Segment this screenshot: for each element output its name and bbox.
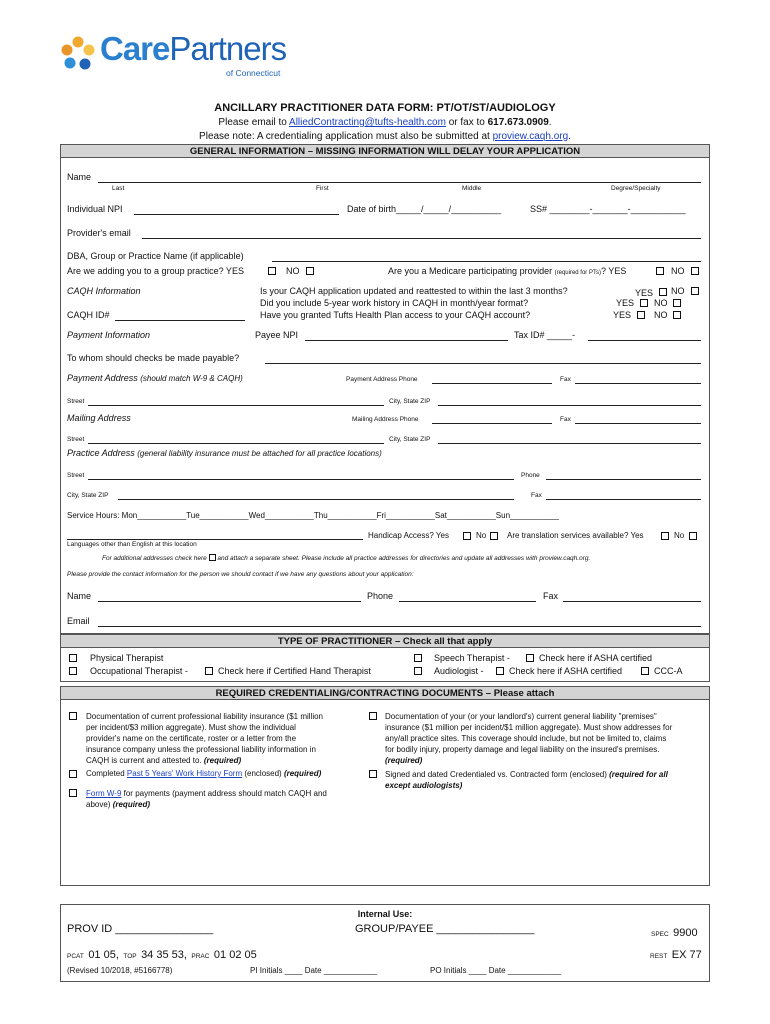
form-title: ANCILLARY PRACTITIONER DATA FORM: PT/OT/ST/AUDIOLOGY	[214, 102, 556, 114]
doc-w9-checkbox[interactable]	[69, 789, 77, 797]
doc-credentialed-contracted: Signed and dated Credentialed vs. Contracted form (enclosed) (required for all except audiologists)	[385, 770, 668, 790]
rest-code: REST EX 77	[650, 949, 702, 961]
speech-asha-checkbox[interactable]	[526, 654, 534, 662]
payment-address-label: Payment Address (should match W-9 & CAQH)	[67, 373, 243, 383]
payment-phone-field[interactable]	[432, 383, 552, 384]
contact-note: Please provide the contact information for the person we should contact if we have any questions about your application:	[67, 571, 414, 578]
group-payee: GROUP/PAYEE ________________	[355, 923, 535, 935]
npi-field[interactable]	[134, 214, 339, 215]
doc-work-history: Completed Past 5 Years' Work History Form (enclosed) (required)	[86, 769, 322, 778]
languages-label: Languages other than English at this location	[67, 541, 197, 548]
credentialing-note: Please note: A credentialing application must also be submitted at proview.caqh.org.	[199, 131, 571, 142]
practice-phone-field[interactable]	[546, 479, 701, 480]
contact-email-field[interactable]	[98, 626, 701, 627]
npi-label: Individual NPI	[67, 204, 123, 214]
translation-no-checkbox[interactable]	[689, 532, 697, 540]
internal-use-title: Internal Use:	[357, 909, 413, 919]
practice-fax-label: Fax	[531, 492, 542, 499]
speech-asha-label: Check here if ASHA certified	[539, 653, 653, 663]
name-last-label: Last	[112, 185, 125, 192]
practice-phone-label: Phone	[521, 472, 540, 479]
doc-professional-liability: Documentation of current professional liability insurance ($1 million per incident/$3 million aggregate). Must show the individual provider's name on the certificate, roster or a letter from the insurance company unless the professional liability information in CAQH is current and attested to. (required)	[86, 712, 324, 765]
practice-street-label: Street	[67, 472, 85, 479]
logo	[58, 30, 318, 82]
medicare-question: Are you a Medicare participating provider (required for PTs)? YES	[388, 266, 627, 276]
additional-addresses-checkbox[interactable]	[209, 554, 216, 561]
hand-therapist-label: Check here if Certified Hand Therapist	[218, 666, 371, 676]
po-initials[interactable]: PO Initials ____ Date ____________	[430, 966, 562, 975]
logo-partners: Partners	[169, 30, 287, 67]
audiologist-checkbox[interactable]	[414, 667, 422, 675]
payment-fax-label: Fax	[560, 376, 571, 383]
audiologist-asha-checkbox[interactable]	[496, 667, 504, 675]
provider-email-label: Provider's email	[67, 228, 131, 238]
practice-street-field[interactable]	[88, 479, 514, 480]
practitioner-bar: TYPE OF PRACTITIONER – Check all that apply	[60, 634, 710, 648]
physical-therapist-checkbox[interactable]	[69, 654, 77, 662]
translation-no-label: No	[674, 531, 685, 540]
ccca-label: CCC-A	[654, 666, 683, 676]
name-middle-label: Middle	[462, 185, 482, 192]
medicare-no-label: NO	[671, 266, 685, 276]
hand-therapist-checkbox[interactable]	[205, 667, 213, 675]
handicap-no-label: No	[476, 531, 487, 540]
prov-id: PROV ID ________________	[67, 923, 214, 935]
email-instruction: Please email to AlliedContracting@tufts-health.com or fax to 617.673.0909.	[218, 117, 552, 128]
caqh-id-field[interactable]	[115, 320, 245, 321]
contact-phone-field[interactable]	[399, 601, 536, 602]
payment-fax-field[interactable]	[575, 383, 701, 384]
payment-city-field[interactable]	[438, 405, 701, 406]
mailing-phone-field[interactable]	[432, 423, 552, 424]
practice-city-field[interactable]	[118, 499, 514, 500]
payee-npi-label: Payee NPI	[255, 330, 299, 340]
contact-email-label: Email	[67, 616, 90, 626]
occupational-therapist-checkbox[interactable]	[69, 667, 77, 675]
caqh-question-1: Is your CAQH application updated and reattested to within the last 3 months?	[260, 286, 568, 296]
caqh-q3-yes-label: YES	[613, 310, 632, 320]
name-label: Name	[67, 172, 92, 182]
caqh-q1-yes-label: YES	[635, 288, 654, 298]
payment-city-label: City, State ZIP	[389, 398, 431, 405]
caqh-q1-yes-checkbox[interactable]	[659, 288, 667, 296]
practice-city-label: City, State ZIP	[67, 492, 109, 499]
ssn-label[interactable]: SS# ________-_______-___________	[530, 204, 686, 214]
email-link[interactable]: AlliedContracting@tufts-health.com	[289, 117, 446, 128]
doc-w9: Form W-9 for payments (payment address should match CAQH and above) (required)	[86, 789, 327, 809]
logo-mark-icon	[58, 34, 98, 74]
caqh-q2-yes-checkbox[interactable]	[640, 299, 648, 307]
contact-fax-label: Fax	[543, 591, 559, 601]
group-yes-checkbox[interactable]	[268, 267, 276, 275]
handicap-no-checkbox[interactable]	[490, 532, 498, 540]
mailing-fax-label: Fax	[560, 416, 571, 423]
handicap-yes-checkbox[interactable]	[463, 532, 471, 540]
documents-bar: REQUIRED CREDENTIALING/CONTRACTING DOCUMENTS – Please attach	[60, 686, 710, 700]
contact-name-label: Name	[67, 591, 92, 601]
logo-care: Care	[100, 30, 170, 67]
speech-therapist-checkbox[interactable]	[414, 654, 422, 662]
occupational-therapist-label: Occupational Therapist -	[90, 666, 188, 676]
caqh-q1-no-label: NO	[671, 286, 685, 296]
dba-field[interactable]	[272, 261, 701, 262]
work-history-link[interactable]: Past 5 Years' Work History Form	[126, 769, 243, 778]
speech-therapist-label: Speech Therapist -	[434, 653, 510, 663]
payment-street-field[interactable]	[88, 405, 384, 406]
practice-fax-field[interactable]	[546, 499, 701, 500]
group-no-checkbox[interactable]	[306, 267, 314, 275]
logo-subtitle: of Connecticut	[226, 68, 281, 78]
checks-payable-label: To whom should checks be made payable?	[67, 353, 240, 363]
doc-general-liability: Documentation of your (or your landlord's) current general liability "premises" insurance ($1 million per incident/$1 million aggregate). Must show addresses for any/all practice sites. This coverage should include, but not be limited to, claims for bodily injury, property damage and legal liability on the insured's premises. (required)	[385, 712, 673, 765]
contact-name-field[interactable]	[98, 601, 361, 602]
mailing-phone-label: Mailing Address Phone	[352, 416, 419, 423]
name-degree-label: Degree/Specialty	[611, 185, 661, 192]
service-hours[interactable]: Service Hours: Mon___________Tue___________Wed___________Thu___________Fri___________Sat___________Sun___________	[67, 511, 559, 520]
mailing-street-label: Street	[67, 436, 85, 443]
doc-general-liability-checkbox[interactable]	[369, 712, 377, 720]
translation-question: Are translation services available? Yes	[507, 531, 644, 540]
caqh-q3-no-checkbox[interactable]	[673, 311, 681, 319]
tax-id-label: Tax ID# _____-	[514, 330, 576, 340]
mailing-fax-field[interactable]	[575, 423, 701, 424]
caqh-q3-yes-checkbox[interactable]	[637, 311, 645, 319]
caqh-id-label: CAQH ID#	[67, 310, 110, 320]
caqh-q2-no-checkbox[interactable]	[673, 299, 681, 307]
additional-addresses-note: For additional addresses check here and attach a separate sheet. Please include all practice addresses for directories and update all addresses with proview.caqh.org.	[102, 555, 591, 562]
provider-email-field[interactable]	[142, 238, 701, 239]
doc-credentialed-contracted-checkbox[interactable]	[369, 770, 377, 778]
languages-field[interactable]	[67, 539, 363, 540]
translation-yes-checkbox[interactable]	[661, 532, 669, 540]
general-info-bar: GENERAL INFORMATION – MISSING INFORMATION WILL DELAY YOUR APPLICATION	[60, 144, 710, 158]
group-practice-question: Are we adding you to a group practice? YES	[67, 266, 244, 276]
caqh-info-label: CAQH Information	[67, 286, 141, 296]
name-field[interactable]	[98, 182, 701, 183]
caqh-question-2: Did you include 5-year work history in CAQH in month/year format?	[260, 298, 529, 308]
fax-number: 617.673.0909	[487, 117, 549, 128]
contact-fax-field[interactable]	[563, 601, 701, 602]
contact-phone-label: Phone	[367, 591, 394, 601]
doc-work-history-checkbox[interactable]	[69, 770, 77, 778]
name-first-label: First	[316, 185, 329, 192]
revision-note: (Revised 10/2018, #5166778)	[67, 966, 173, 975]
handicap-question: Handicap Access? Yes	[368, 531, 449, 540]
mailing-city-field[interactable]	[438, 443, 701, 444]
audiologist-asha-label: Check here if ASHA certified	[509, 666, 623, 676]
pcat-top-prac-codes: PCAT 01 05, TOP 34 35 53, PRAC 01 02 05	[67, 949, 257, 961]
practice-address-label: Practice Address (general liability insurance must be attached for all practice locations)	[67, 448, 382, 458]
caqh-q2-no-label: NO	[654, 298, 668, 308]
physical-therapist-label: Physical Therapist	[90, 653, 164, 663]
doc-professional-liability-checkbox[interactable]	[69, 712, 77, 720]
mailing-city-label: City, State ZIP	[389, 436, 431, 443]
caqh-q2-yes-label: YES	[616, 298, 635, 308]
caqh-question-3: Have you granted Tufts Health Plan access to your CAQH account?	[260, 310, 531, 320]
audiologist-label: Audiologist -	[434, 666, 484, 676]
pi-initials[interactable]: PI Initials ____ Date ____________	[250, 966, 378, 975]
payment-street-label: Street	[67, 398, 85, 405]
checks-payable-field[interactable]	[265, 363, 701, 364]
spec-code: SPEC 9900	[651, 927, 698, 939]
medicare-no-checkbox[interactable]	[691, 267, 699, 275]
caqh-q3-no-label: NO	[654, 310, 668, 320]
payment-info-label: Payment Information	[67, 330, 151, 340]
dba-label: DBA, Group or Practice Name (if applicable)	[67, 251, 244, 261]
caqh-q1-no-checkbox[interactable]	[691, 287, 699, 295]
dob-label[interactable]: Date of birth_____/_____/__________	[347, 204, 502, 214]
mailing-address-label: Mailing Address	[67, 413, 131, 423]
payee-npi-field[interactable]	[305, 340, 508, 341]
group-no-label: NO	[286, 266, 300, 276]
payment-phone-label: Payment Address Phone	[346, 376, 418, 383]
mailing-street-field[interactable]	[88, 443, 384, 444]
ccca-checkbox[interactable]	[641, 667, 649, 675]
tax-id-field[interactable]	[588, 340, 701, 341]
w9-link[interactable]: Form W-9	[86, 789, 122, 798]
proview-link[interactable]: proview.caqh.org	[492, 131, 569, 142]
medicare-yes-checkbox[interactable]	[656, 267, 664, 275]
